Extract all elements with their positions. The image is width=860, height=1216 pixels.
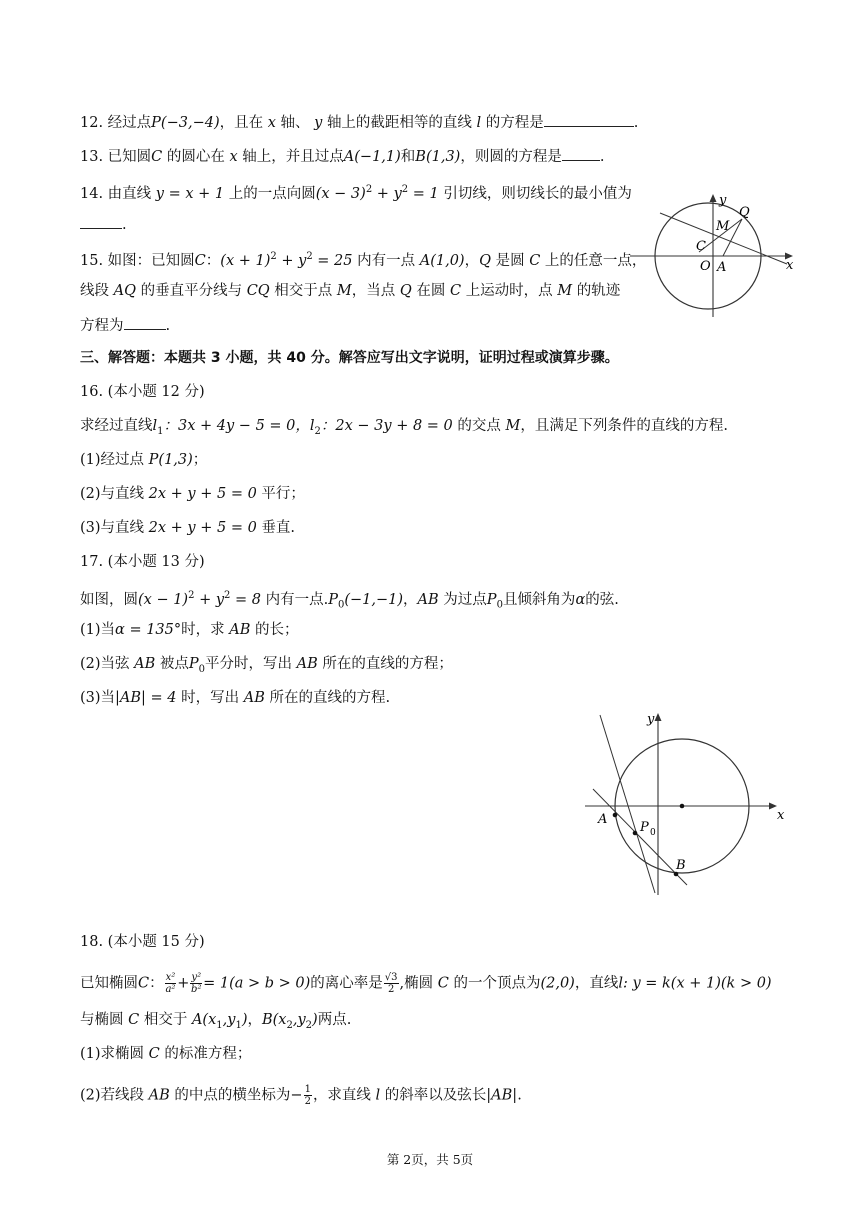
text: (2)当弦 [80,656,130,672]
text: 线段 [80,283,109,299]
denominator: 2 [304,1096,311,1107]
text: 平行； [261,486,305,502]
chord-AB [593,789,687,885]
math: 1 [235,1019,242,1031]
text: 的离心率是 [310,975,383,992]
text: 所在的直线的方程； [322,656,453,672]
text: 轴、 [280,115,310,131]
math: α [575,591,586,608]
y-arrow [655,713,662,721]
math: 2 [305,1019,313,1031]
math: |AB| = 4 [115,690,177,706]
section-3-title: 三、解答题：本题共 3 小题，共 40 分。解答应写出文字说明，证明过程或演算步骤。 [80,350,619,366]
q17-part2 [80,654,453,680]
text: ，求直线 [312,1087,371,1104]
q16-stem [80,416,728,442]
text: 内有一点 [357,252,416,269]
math: = 25 [312,252,353,269]
math: 1 [216,1019,223,1031]
q18-stem [80,972,772,995]
math: α = 135° [115,622,182,638]
text: 轴上，并且过点 [242,149,344,165]
math: − [290,1087,303,1104]
text: 上运动时，点 [465,283,553,299]
numerator: 1 [304,1084,311,1095]
math: ,y [292,1012,306,1028]
label-x: x [786,258,794,273]
math: l [476,115,482,131]
q18-part2 [80,1084,522,1107]
text: 内有一点. [265,591,329,608]
text: 和 [400,149,416,165]
math: ：3x + 4y − 5 = 0， [163,418,310,434]
label-B: B [676,858,686,873]
numerator: √3 [384,972,398,983]
answer-blank[interactable] [80,214,122,229]
math: x [267,115,276,131]
math: ) [312,1012,318,1028]
text: ， [464,252,480,269]
math: y = x + 1 [155,185,225,202]
math: M [336,283,352,299]
fraction [304,1084,312,1107]
math: C [194,252,206,269]
math: A(−1,1) [343,149,401,165]
math: (−1,−1) [344,591,404,608]
label-A: A [598,812,608,827]
text: 的长； [255,622,299,638]
text: 经过点 [107,115,152,131]
math: CQ [246,283,270,299]
numerator: x² [165,972,176,983]
math: : y = k(x + 1)(k > 0) [622,975,772,992]
math: + y [276,252,307,269]
numerator: y² [191,972,202,983]
math: C [128,1012,140,1028]
text: 时，求 [181,622,225,638]
text: (3)与直线 [80,520,145,536]
label-A: A [717,260,727,275]
text: . [122,217,127,233]
q16-part3 [80,518,295,538]
math: AB [243,690,265,706]
math: P [188,656,199,672]
label-O: O [700,259,711,274]
math: P [328,591,338,608]
q-number: 12. [80,115,104,131]
math: 2x + y + 5 = 0 [148,520,257,536]
denominator: 2 [387,984,395,995]
text: (1)求椭圆 [80,1046,145,1062]
text: 垂直. [261,520,296,536]
math: = 1(a > b > 0) [203,975,311,992]
q17-part3 [80,688,390,708]
math: (x − 3) [315,185,366,202]
q18-line2 [80,1010,351,1036]
math: (x + 1) [220,252,271,269]
math: AB [148,1087,170,1104]
math: A(x [191,1012,217,1028]
y-arrow [710,194,717,202]
math: l [309,418,315,434]
q-number: 13. [80,149,104,165]
answer-blank[interactable] [124,315,166,330]
q16-header: 16. (本小题 12 分) [80,384,205,400]
text: 在圆 [416,283,446,299]
text: ，直线 [574,975,619,992]
math: + [177,975,190,992]
point-A [613,813,618,818]
math: + y [194,591,225,608]
text: 的轨迹 [576,283,621,299]
text: ，且满足下列条件的直线的方程. [520,418,728,434]
text: 引切线，则切线长的最小值为 [443,185,632,202]
text: 如图，圆 [80,591,138,608]
q17-header: 17. (本小题 13 分) [80,554,205,570]
text: ： [149,975,164,992]
text: 上的一点向圆 [228,185,316,202]
math: P(−3,−4) [151,115,220,131]
text: ，当点 [351,283,396,299]
text: 已知椭圆 [80,975,138,992]
text: 且倾斜角为 [502,591,576,608]
math: C [437,975,449,992]
math: l [152,418,158,434]
text: ： [205,252,221,269]
math: x [229,149,238,165]
math: = 1 [408,185,439,202]
label-C: C [696,239,706,254]
math: C [529,252,541,269]
math: AB [134,656,156,672]
answer-blank[interactable] [544,112,634,127]
label-P0-sub: 0 [650,828,656,838]
text: 已知圆 [107,149,152,165]
text: 的斜率以及弦长 [384,1087,487,1104]
text: 的标准方程； [164,1046,252,1062]
q-number: 15. [80,252,104,269]
text: 由直线 [107,185,152,202]
text: 的方程是 [485,115,544,131]
text: 两点. [317,1012,352,1028]
math: 2 [314,425,321,437]
text: 方程为 [80,318,124,334]
q13-line [80,146,604,167]
text: ， [247,1012,262,1028]
math: AB [296,656,318,672]
math: l [618,975,623,992]
text: ，则圆的方程是 [460,149,562,165]
math: C [151,149,163,165]
math: AQ [113,283,136,299]
answer-blank[interactable] [562,146,600,161]
math: B(1,3) [415,149,461,165]
text: (2)若线段 [80,1087,145,1104]
q18-part1 [80,1044,251,1064]
label-Q: Q [739,205,750,220]
text: (2)与直线 [80,486,145,502]
label-y: y [719,193,727,208]
text: 平分时，写出 [205,656,293,672]
math: Q [479,252,491,269]
math: l [375,1087,381,1104]
math: ) [241,1012,248,1028]
fraction [190,972,202,995]
text: 是圆 [495,252,525,269]
math: 0 [198,663,206,675]
text: 的一个顶点为 [453,975,541,992]
text: (1)当 [80,622,116,638]
math: = 8 [230,591,261,608]
text: 所在的直线的方程. [269,690,391,706]
text: 的弦. [585,591,619,608]
label-y: y [647,712,655,727]
text: 的中点的横坐标为 [174,1087,291,1104]
math: M [557,283,573,299]
center-dot [680,804,685,809]
text: (3)当 [80,690,116,706]
q17-part1 [80,620,299,640]
math: M [505,418,521,434]
text: 时，写出 [181,690,240,706]
text: 上的任意一点， [544,252,647,269]
math: A(1,0) [419,252,465,269]
denominator: a² [165,984,176,995]
q12-line [80,112,638,133]
text: 被点 [159,656,189,672]
math: (2,0) [540,975,575,992]
math: ,y [222,1012,236,1028]
figure-circle-q15 [630,185,805,320]
label-x: x [777,808,785,823]
text: 求经过直线 [80,418,153,434]
math: y [314,115,323,131]
text: ,椭圆 [399,975,434,992]
math: + y [372,185,402,202]
text: 相交于点 [274,283,333,299]
fraction [384,972,399,995]
text: ， [403,591,418,608]
text: 的垂直平分线与 [140,283,243,299]
text: . [517,1087,522,1104]
text: (1)经过点 [80,452,145,468]
fraction [165,972,177,995]
math: |AB| [486,1087,518,1104]
text: 相交于 [143,1012,188,1028]
text: . [165,318,171,334]
q17-stem: 如图，圆$(x - 1)^2 + y^2 = 8$ 内有一点$.P_0(-1,-1)$，AB 为过点$P_0$且倾斜角为α的弦. [80,590,619,611]
math: P(1,3) [148,452,193,468]
text: 为过点 [443,591,487,608]
text: 的圆心在 [166,149,225,165]
q15-line1: 15. 如图：已知圆C：$(x + 1)^2 + y^2 = 25$ 内有一点 A(1,0)，Q 是圆 C 上的任意一点， [80,251,647,269]
figure-circle-q17 [585,705,795,900]
math: 1 [157,425,164,437]
q15-line3 [80,315,170,336]
math: AB [417,591,439,608]
text: 轴上的截距相等的直线 [326,115,472,131]
q14-line2 [80,214,127,235]
text: . [633,115,639,131]
denominator: b² [191,984,202,995]
math: 2x + y + 5 = 0 [148,486,257,502]
math: C [138,975,150,992]
q16-part1 [80,450,207,470]
text: 与椭圆 [80,1012,124,1028]
text: ，且在 [219,115,264,131]
text: . [599,149,605,165]
x-arrow [769,803,777,810]
math: 0 [337,599,345,611]
text: 的交点 [457,418,501,434]
label-M: M [716,219,730,234]
math: Q [399,283,412,299]
q-number: 14. [80,185,104,202]
math: ：2x − 3y + 8 = 0 [320,418,453,434]
math: P [486,591,497,608]
math: C [148,1046,160,1062]
math: (x − 1) [138,591,189,608]
text: ； [192,452,208,468]
math: AB [229,622,251,638]
page-footer: 第 2页，共 5页 [386,1152,474,1167]
text: 如图：已知圆 [107,252,195,269]
point-P0 [633,831,638,836]
q14-line: 14. 由直线 y = x + 1 上的一点向圆$(x - 3)^2 + y^2 = 1$ 引切线，则切线长的最小值为 [80,184,632,202]
math: 2 [286,1019,293,1031]
math: 0 [496,599,503,611]
math: B(x [261,1012,287,1028]
q18-header: 18. (本小题 15 分) [80,934,205,950]
label-P0: P [640,820,649,835]
math: C [449,283,462,299]
q15-line2 [80,281,620,301]
q16-part2 [80,484,305,504]
